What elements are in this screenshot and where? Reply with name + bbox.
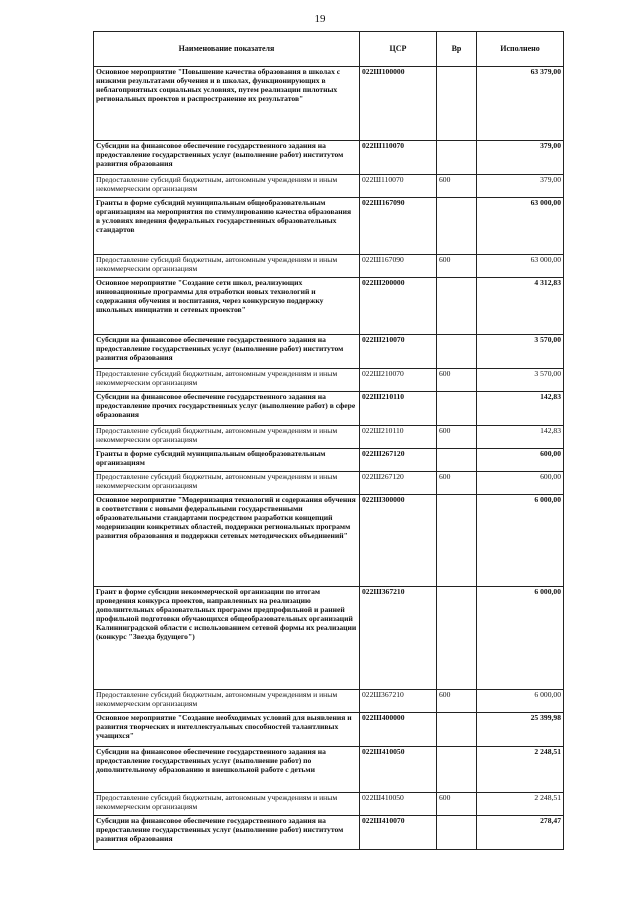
table-row — [94, 175, 564, 198]
cell-name: Предоставление субсидий бюджетным, автономным учреждениям и иным некоммерческим организациям — [94, 472, 360, 495]
cell-sum: 6 000,00 — [477, 690, 564, 713]
cell-sum: 142,83 — [477, 392, 564, 426]
table-row — [94, 335, 564, 369]
column-header-csr: ЦСР — [360, 32, 437, 67]
cell-csr: 022Ш367210 — [360, 690, 437, 713]
table-row — [94, 713, 564, 747]
cell-name: Предоставление субсидий бюджетным, автономным учреждениям и иным некоммерческим организациям — [94, 793, 360, 816]
cell-sum: 379,00 — [477, 141, 564, 175]
table-body — [94, 67, 564, 850]
cell-vr: 600 — [437, 426, 477, 449]
cell-csr: 022Ш200000 — [360, 278, 437, 335]
cell-csr: 022Ш210110 — [360, 392, 437, 426]
cell-csr: 022Ш300000 — [360, 495, 437, 587]
cell-sum: 142,83 — [477, 426, 564, 449]
cell-csr: 022Ш367210 — [360, 587, 437, 690]
cell-name: Субсидии на финансовое обеспечение государственного задания на предоставление государственных услуг (выполнение работ) институтом развития образования — [94, 816, 360, 850]
cell-name: Гранты в форме субсидий муниципальным общеобразовательным организациям — [94, 449, 360, 472]
cell-csr: 022Ш210070 — [360, 335, 437, 369]
page-number: 19 — [314, 13, 326, 25]
table-row — [94, 392, 564, 426]
cell-name: Основное мероприятие "Создание необходимых условий для выявления и развития творческих и интеллектуальных способностей талантливых учащихся" — [94, 713, 360, 747]
cell-vr: 600 — [437, 690, 477, 713]
cell-vr — [437, 141, 477, 175]
cell-name: Субсидии на финансовое обеспечение государственного задания на предоставление прочих государственных услуг (выполнение работ) в сфере образования — [94, 392, 360, 426]
table-row — [94, 426, 564, 449]
table-row — [94, 587, 564, 690]
cell-sum: 600,00 — [477, 449, 564, 472]
cell-csr: 022Ш267120 — [360, 449, 437, 472]
cell-vr — [437, 335, 477, 369]
table-header — [94, 32, 564, 67]
cell-name: Предоставление субсидий бюджетным, автономным учреждениям и иным некоммерческим организациям — [94, 255, 360, 278]
column-header-sum: Исполнено — [477, 32, 564, 67]
cell-csr: 022Ш400000 — [360, 713, 437, 747]
header-row — [94, 32, 564, 67]
cell-csr: 022Ш410070 — [360, 816, 437, 850]
cell-name: Субсидии на финансовое обеспечение государственного задания на предоставление государственных услуг (выполнение работ) по дополнительному образованию и внешкольной работе с детьми — [94, 747, 360, 793]
cell-csr: 022Ш210110 — [360, 426, 437, 449]
cell-sum: 379,00 — [477, 175, 564, 198]
cell-name: Предоставление субсидий бюджетным, автономным учреждениям и иным некоммерческим организациям — [94, 175, 360, 198]
table-row — [94, 472, 564, 495]
table-row — [94, 255, 564, 278]
cell-sum: 63 000,00 — [477, 255, 564, 278]
column-header-name: Наименование показателя — [94, 32, 360, 67]
table-row — [94, 816, 564, 850]
cell-vr — [437, 67, 477, 141]
cell-name: Основное мероприятие "Модернизация технологий и содержания обучения в соответствии с новыми федеральными государственными образовательными стандартами посредством разработки концепций модернизации конкретных областей, поддержки региональных программ развития образования и поддержки сетевых методических объединений" — [94, 495, 360, 587]
cell-vr — [437, 816, 477, 850]
table-row — [94, 141, 564, 175]
cell-csr: 022Ш167090 — [360, 198, 437, 255]
cell-vr — [437, 587, 477, 690]
cell-sum: 2 248,51 — [477, 747, 564, 793]
table-row — [94, 449, 564, 472]
cell-csr: 022Ш110070 — [360, 175, 437, 198]
cell-vr — [437, 278, 477, 335]
cell-vr — [437, 495, 477, 587]
cell-sum: 6 000,00 — [477, 495, 564, 587]
table-row — [94, 495, 564, 587]
cell-name: Гранты в форме субсидий муниципальным общеобразовательным организациям на мероприятия по стимулированию качества образования в условиях введения федеральных государственных образовательных стандартов — [94, 198, 360, 255]
table-row — [94, 67, 564, 141]
cell-sum: 3 570,00 — [477, 369, 564, 392]
cell-csr: 022Ш210070 — [360, 369, 437, 392]
cell-vr — [437, 198, 477, 255]
cell-sum: 63 379,00 — [477, 67, 564, 141]
cell-vr: 600 — [437, 472, 477, 495]
cell-name: Предоставление субсидий бюджетным, автономным учреждениям и иным некоммерческим организациям — [94, 690, 360, 713]
table-row — [94, 198, 564, 255]
cell-name: Предоставление субсидий бюджетным, автономным учреждениям и иным некоммерческим организациям — [94, 426, 360, 449]
cell-csr: 022Ш100000 — [360, 67, 437, 141]
cell-csr: 022Ш410050 — [360, 747, 437, 793]
cell-name: Субсидии на финансовое обеспечение государственного задания на предоставление государственных услуг (выполнение работ) институтом развития образования — [94, 141, 360, 175]
cell-vr: 600 — [437, 369, 477, 392]
cell-vr — [437, 392, 477, 426]
cell-name: Предоставление субсидий бюджетным, автономным учреждениям и иным некоммерческим организациям — [94, 369, 360, 392]
cell-sum: 4 312,83 — [477, 278, 564, 335]
cell-sum: 278,47 — [477, 816, 564, 850]
cell-csr: 022Ш167090 — [360, 255, 437, 278]
cell-csr: 022Ш410050 — [360, 793, 437, 816]
cell-vr: 600 — [437, 175, 477, 198]
cell-name: Грант в форме субсидии некоммерческой организации по итогам проведения конкурса проектов, направленных на реализацию дополнительных образовательных программ предпрофильной и ранней профильной подготовки обучающихся общеобразовательных организаций Калининградской области с использованием сетевой формы их реализации (конкурс "Звезда будущего") — [94, 587, 360, 690]
cell-sum: 3 570,00 — [477, 335, 564, 369]
table-row — [94, 369, 564, 392]
cell-vr — [437, 713, 477, 747]
budget-table — [93, 31, 564, 850]
cell-vr — [437, 747, 477, 793]
cell-sum: 2 248,51 — [477, 793, 564, 816]
cell-sum: 600,00 — [477, 472, 564, 495]
cell-sum: 25 399,98 — [477, 713, 564, 747]
cell-sum: 6 000,00 — [477, 587, 564, 690]
cell-name: Основное мероприятие "Повышение качества образования в школах с низкими результатами обучения и в школах, функционирующих в неблагоприятных социальных условиях, путем реализации пилотных региональных проектов и распространение их результатов" — [94, 67, 360, 141]
table-row — [94, 747, 564, 793]
cell-vr: 600 — [437, 793, 477, 816]
cell-name: Субсидии на финансовое обеспечение государственного задания на предоставление государственных услуг (выполнение работ) институтом развития образования — [94, 335, 360, 369]
cell-vr — [437, 449, 477, 472]
cell-sum: 63 000,00 — [477, 198, 564, 255]
cell-name: Основное мероприятие "Создание сети школ, реализующих инновационные программы для отработки новых технологий и содержания обучения и воспитания, через конкурсную поддержку школьных инициатив и сетевых проектов" — [94, 278, 360, 335]
table-row — [94, 793, 564, 816]
table-row — [94, 278, 564, 335]
cell-csr: 022Ш267120 — [360, 472, 437, 495]
table-row — [94, 690, 564, 713]
cell-csr: 022Ш110070 — [360, 141, 437, 175]
cell-vr: 600 — [437, 255, 477, 278]
column-header-vr: Вр — [437, 32, 477, 67]
